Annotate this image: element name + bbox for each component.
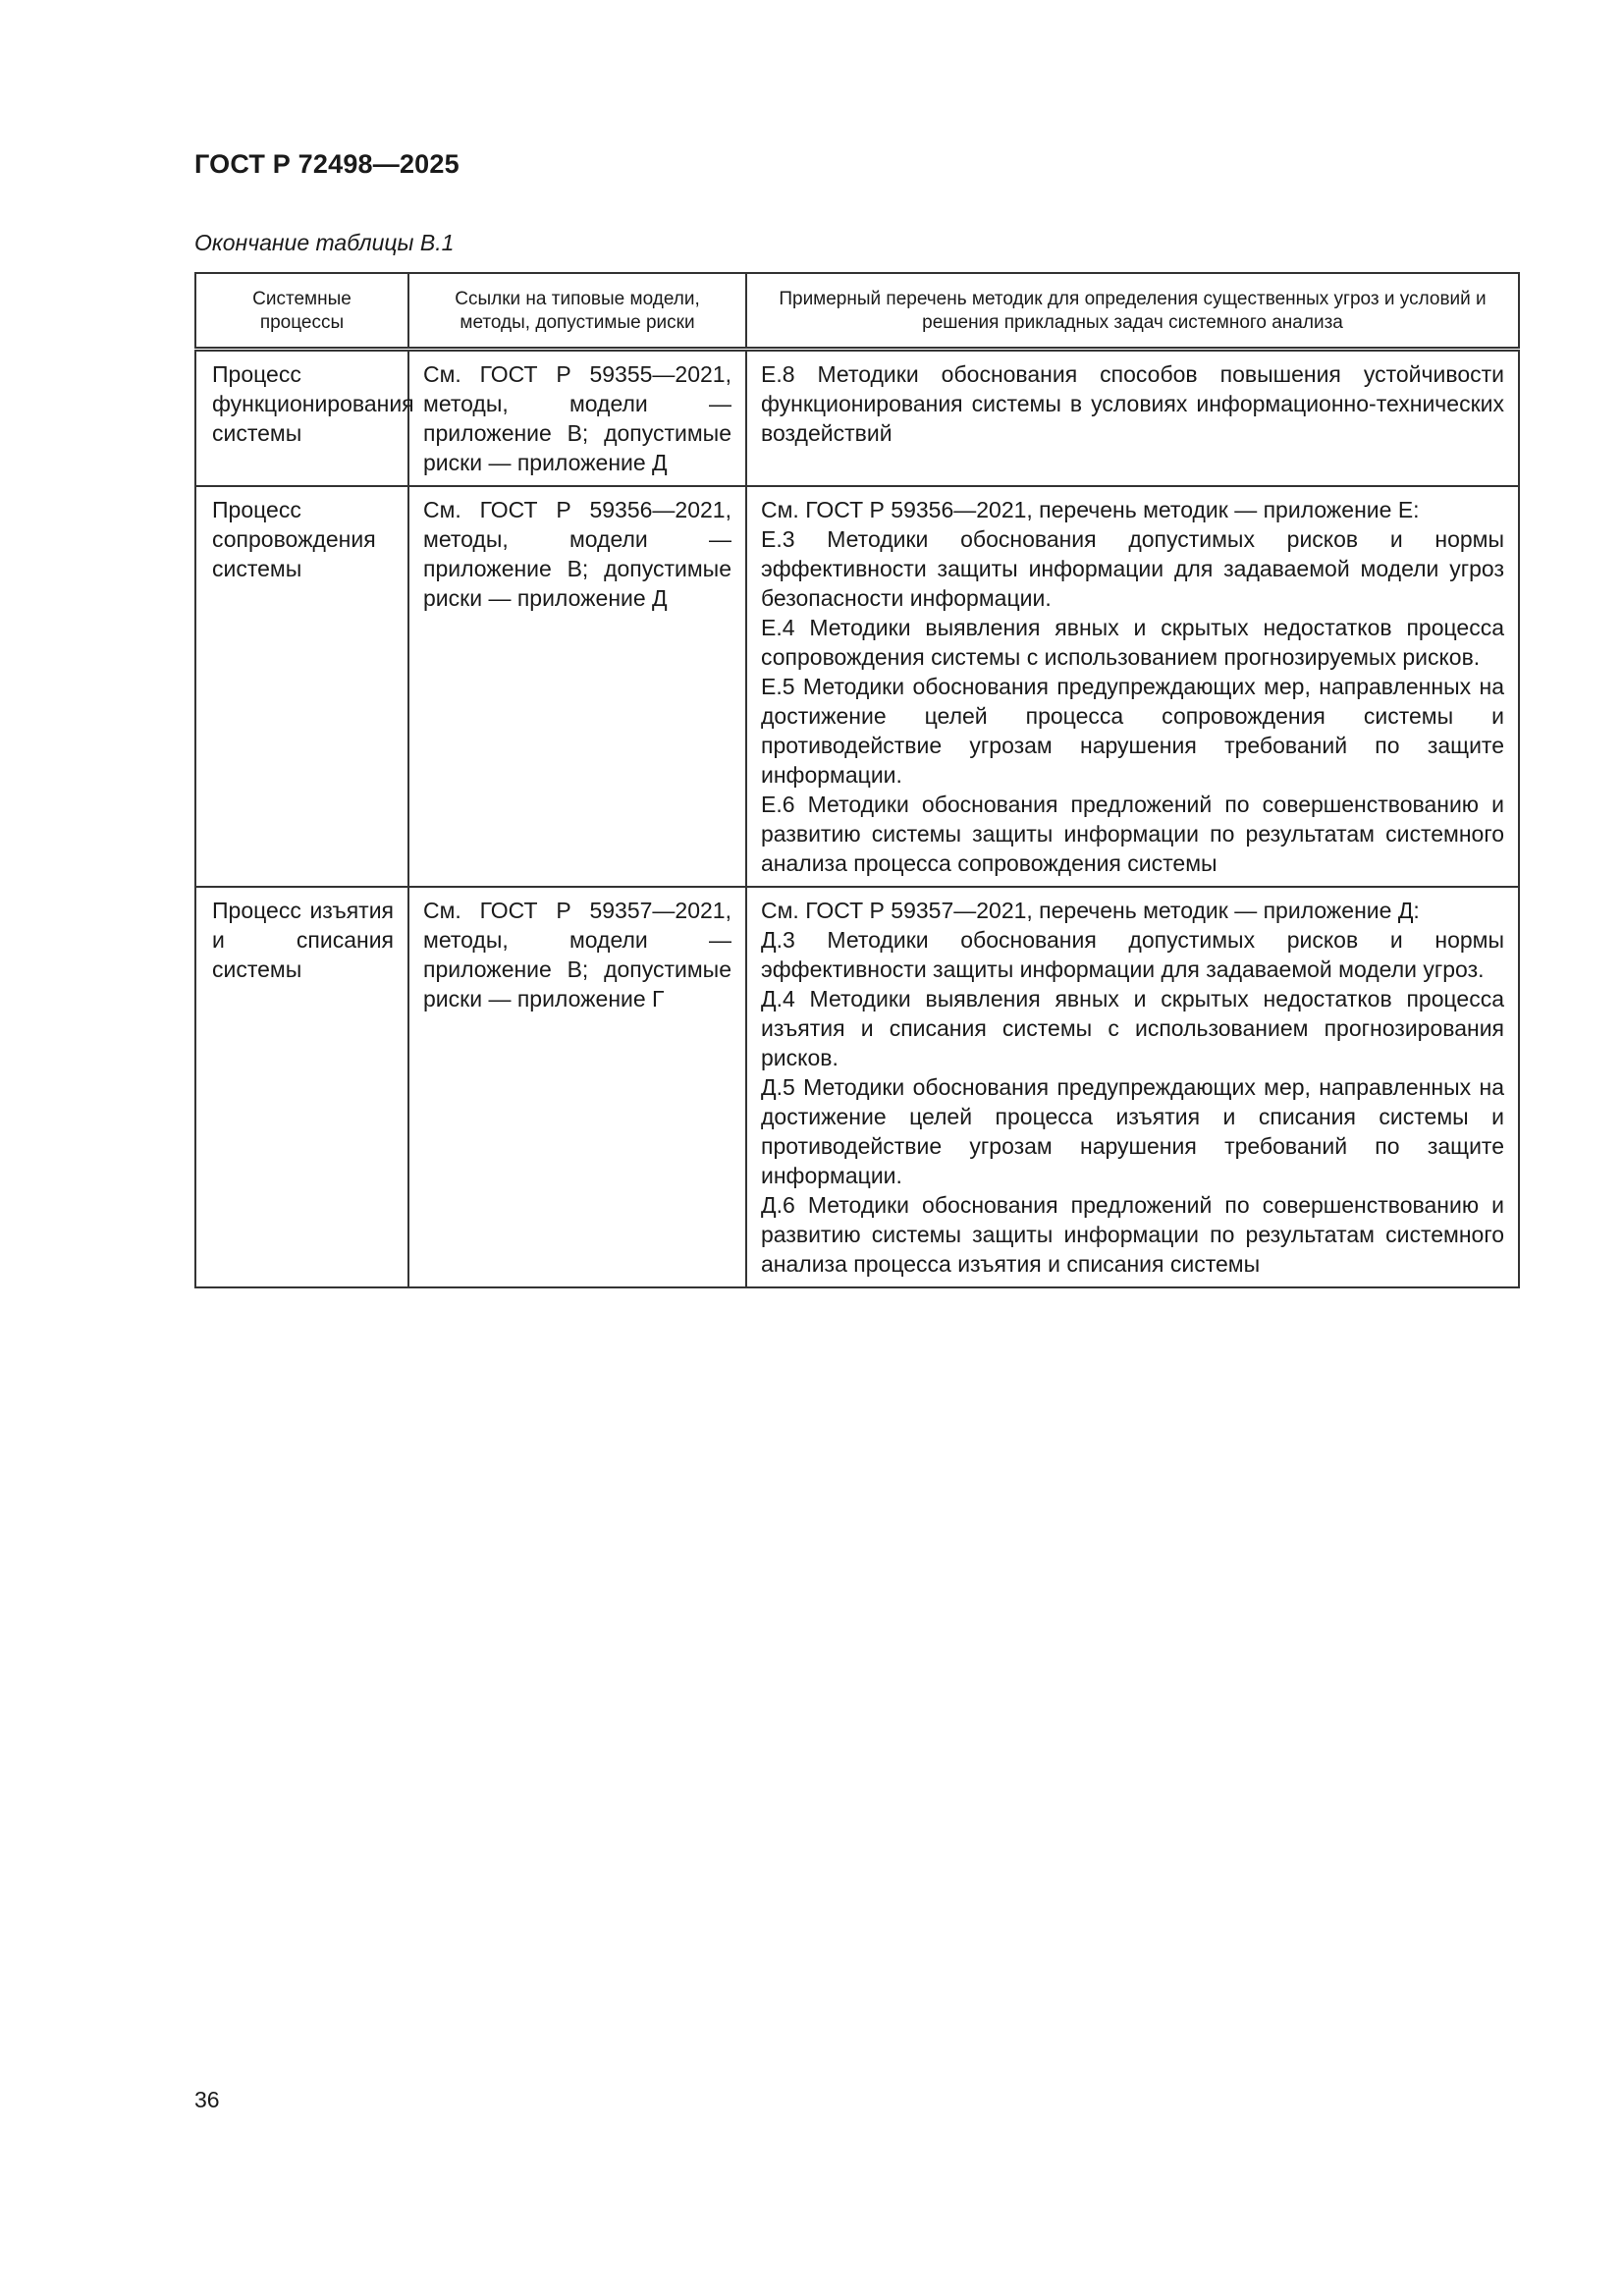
method-paragraph: Е.6 Методики обоснования предложений по совершенствованию и развитию системы защиты информации по результатам системного анализа процесса сопровождения системы: [761, 792, 1504, 876]
method-paragraph: Д.4 Методики выявления явных и скрытых недостатков процесса изъятия и списания системы с использованием прогнозирования рисков.: [761, 986, 1504, 1070]
cell-references: См. ГОСТ Р 59356—2021, методы, модели — приложение В; допустимые риски — приложение Д: [408, 486, 746, 887]
method-paragraph: Е.3 Методики обоснования допустимых рисков и нормы эффективности защиты информации для задаваемой модели угроз безопасности информации.: [761, 526, 1504, 611]
table-row: [195, 350, 1519, 487]
method-paragraph: Д.5 Методики обоснования предупреждающих мер, направленных на достижение целей процесса изъятия и списания системы и противодействие угрозам нарушения требований по защите информации.: [761, 1074, 1504, 1188]
cell-methods: [746, 887, 1519, 1287]
cell-process: Процесс сопровождения системы: [195, 486, 408, 887]
method-paragraph: Д.6 Методики обоснования предложений по совершенствованию и развитию системы защиты информации по результатам системного анализа процесса изъятия и списания системы: [761, 1192, 1504, 1277]
table-row: [195, 887, 1519, 1287]
cell-methods: [746, 350, 1519, 487]
methods-table: [194, 272, 1520, 1288]
table-row: [195, 486, 1519, 887]
method-paragraph: См. ГОСТ Р 59356—2021, перечень методик — приложение Е:: [761, 497, 1420, 522]
method-paragraph: Д.3 Методики обоснования допустимых рисков и нормы эффективности защиты информации для задаваемой модели угроз.: [761, 927, 1504, 982]
cell-references: См. ГОСТ Р 59355—2021, методы, модели — приложение В; допустимые риски — приложение Д: [408, 350, 746, 487]
cell-references: См. ГОСТ Р 59357—2021, методы, модели — приложение В; допустимые риски — приложение Г: [408, 887, 746, 1287]
method-paragraph: Е.8 Методики обоснования способов повышения устойчивости функционирования системы в условиях информационно-технических воздействий: [761, 361, 1504, 446]
cell-methods: [746, 486, 1519, 887]
page-number: 36: [194, 2087, 220, 2112]
cell-process: Процесс функционирования системы: [195, 350, 408, 487]
method-paragraph: Е.4 Методики выявления явных и скрытых недостатков процесса сопровождения системы с использованием прогнозируемых рисков.: [761, 615, 1504, 670]
method-paragraph: См. ГОСТ Р 59357—2021, перечень методик — приложение Д:: [761, 898, 1420, 923]
column-header-methods: Примерный перечень методик для определения существенных угроз и условий и решения прикладных задач системного анализа: [746, 273, 1519, 350]
table-header-row: [195, 273, 1519, 350]
column-header-references: Ссылки на типовые модели, методы, допустимые риски: [408, 273, 746, 350]
method-paragraph: Е.5 Методики обоснования предупреждающих мер, направленных на достижение целей процесса сопровождения системы и противодействие угрозам нарушения требований по защите информации.: [761, 674, 1504, 788]
column-header-processes: Системные процессы: [195, 273, 408, 350]
table-caption: Окончание таблицы В.1: [194, 230, 455, 255]
cell-process: Процесс изъятия и списания системы: [195, 887, 408, 1287]
document-code-header: ГОСТ Р 72498—2025: [194, 149, 460, 179]
